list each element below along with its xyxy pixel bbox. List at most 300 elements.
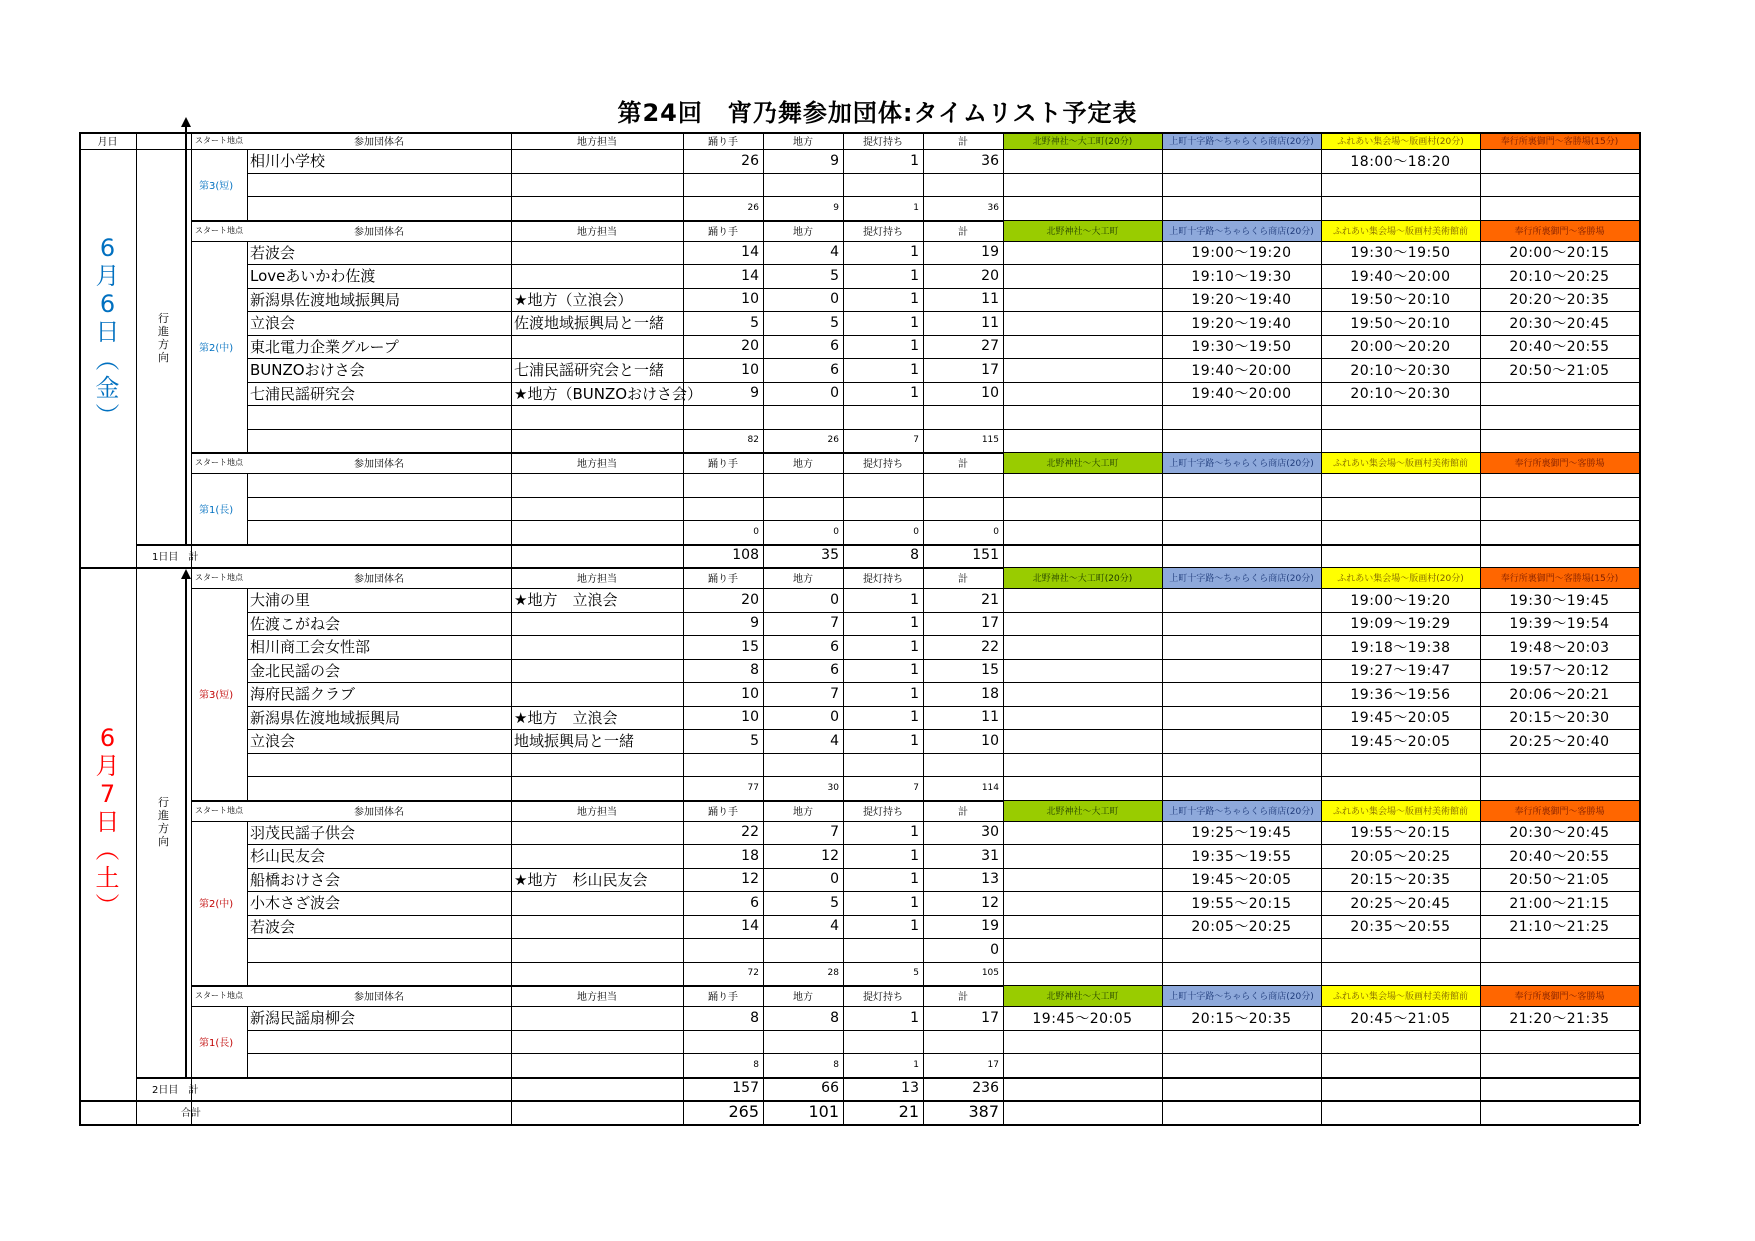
total-header: 計 (958, 806, 968, 818)
section-total-subtotal: 36 (987, 202, 999, 213)
jikata-note: ★地方 立浪会 (514, 591, 618, 610)
date-char: ︶ (95, 401, 120, 430)
route-4-time (1480, 938, 1639, 962)
day-total: 151 (972, 547, 999, 564)
jikata-note (511, 405, 683, 429)
route-2-time (1162, 149, 1321, 173)
dancers-count: 20 (741, 338, 759, 355)
route-header-2: 上町十字路～ちゃらくら商店(20分) (1162, 985, 1321, 1006)
route-4-time: 20:40～20:55 (1509, 848, 1610, 865)
grid-line (191, 452, 1639, 453)
dancers-header: 踊り手 (708, 459, 738, 470)
route-header-3: ふれあい集会場～版画村美術館前 (1321, 800, 1480, 821)
route-4-time (1480, 405, 1639, 429)
route-2-time (1162, 682, 1321, 706)
row-total: 17 (981, 615, 999, 632)
section-lantern-subtotal: 1 (913, 202, 919, 213)
dancers-header: 踊り手 (708, 226, 738, 238)
row-total: 20 (981, 267, 999, 284)
row-total: 19 (981, 244, 999, 261)
group-name: 海府民謡クラブ (250, 685, 356, 704)
route-3-time: 20:10～20:30 (1350, 386, 1451, 403)
route-1-time (1003, 241, 1162, 265)
group-name: 若波会 (250, 917, 296, 936)
route-3-time (1321, 1030, 1480, 1054)
route-2-time (1162, 497, 1321, 521)
jikata-header: 地方 (793, 459, 813, 470)
lantern-count: 1 (910, 338, 919, 355)
lantern-count: 1 (910, 894, 919, 911)
route-header-3: ふれあい集会場～版画村美術館前 (1321, 452, 1480, 473)
total-header: 計 (958, 459, 968, 470)
start-point-label: 第2(中) (199, 342, 234, 354)
dancers-count: 10 (741, 685, 759, 702)
lantern-count (843, 497, 923, 521)
route-3-time: 19:55～20:15 (1350, 825, 1451, 842)
route-3-time (1321, 753, 1480, 777)
date-char: 6 (99, 723, 116, 752)
route-header-1: 北野神社～大工町 (1003, 220, 1162, 241)
jikata-tanto-header: 地方担当 (577, 137, 617, 148)
direction-arrow (185, 577, 187, 1077)
row-total (923, 1030, 1003, 1054)
route-header-1: 北野神社～大工町(20分) (1003, 132, 1162, 149)
jikata-note (511, 264, 683, 288)
route-2-time: 19:45～20:05 (1191, 872, 1292, 889)
jikata-count: 6 (830, 361, 839, 378)
total-header: 計 (958, 574, 968, 585)
grand-lantern-total: 21 (898, 1102, 919, 1122)
group-name: 船橋おけさ会 (250, 870, 341, 889)
jikata-count: 12 (821, 847, 839, 864)
day-dancers-total: 108 (732, 547, 759, 564)
row-total: 22 (981, 638, 999, 655)
route-header-3: ふれあい集会場～版画村美術館前 (1321, 220, 1480, 241)
section-jikata-subtotal: 0 (833, 526, 839, 537)
route-header-4: 奉行所裏御門～客勝場 (1480, 985, 1639, 1006)
dancers-count: 18 (741, 847, 759, 864)
route-2-time (1162, 753, 1321, 777)
route-1-time (1003, 149, 1162, 173)
jikata-count: 9 (830, 152, 839, 169)
group-name: Loveあいかわ佐渡 (250, 267, 376, 286)
section-total-subtotal: 114 (981, 782, 999, 793)
date-char: ︵ (95, 345, 120, 374)
route-2-time (1162, 635, 1321, 659)
jikata-count: 0 (830, 291, 839, 308)
jikata-count (763, 1030, 843, 1054)
jikata-count: 7 (830, 615, 839, 632)
group-name: 若波会 (250, 243, 296, 262)
route-3-time: 19:27～19:47 (1350, 663, 1451, 680)
total-header: 計 (958, 137, 968, 148)
route-3-time (1321, 938, 1480, 962)
jikata-note (511, 844, 683, 868)
lantern-count: 1 (910, 871, 919, 888)
dancers-count: 12 (741, 871, 759, 888)
lantern-count (843, 1030, 923, 1054)
jikata-count: 0 (830, 709, 839, 726)
section-jikata-subtotal: 26 (827, 435, 839, 446)
route-1-time (1003, 358, 1162, 382)
route-4-time: 19:57～20:12 (1509, 663, 1610, 680)
start-point-label: 第1(長) (199, 504, 234, 516)
section-jikata-subtotal: 9 (833, 202, 839, 213)
route-3-time: 19:50～20:10 (1350, 315, 1451, 332)
start-point-header: スタート地点 (195, 225, 243, 235)
lantern-count: 1 (910, 847, 919, 864)
section-dancers-subtotal: 72 (747, 968, 759, 979)
direction-char: 方 (158, 337, 169, 351)
route-header-2: 上町十字路～ちゃらくら商店(20分) (1162, 132, 1321, 149)
grid-line (1321, 132, 1322, 1124)
month-day-header: 月日 (97, 137, 118, 148)
route-3-time (1321, 173, 1480, 197)
section-dancers-subtotal: 82 (747, 435, 759, 446)
group-name: BUNZOおけさ会 (250, 361, 365, 380)
grid-line (247, 473, 248, 544)
dancers-count: 22 (741, 824, 759, 841)
day-total: 236 (972, 1080, 999, 1097)
lantern-bearers-header: 提灯持ち (863, 226, 903, 238)
group-name-header: 参加団体名 (354, 226, 404, 238)
group-name: 新潟民謡扇柳会 (250, 1009, 356, 1028)
jikata-note (511, 1006, 683, 1030)
row-total (923, 405, 1003, 429)
grid-line (763, 132, 764, 1124)
grid-line (191, 985, 1639, 986)
route-3-time: 19:45～20:05 (1350, 733, 1451, 750)
section-jikata-subtotal: 8 (833, 1059, 839, 1070)
route-1-time (1003, 729, 1162, 753)
section-lantern-subtotal: 0 (913, 526, 919, 537)
row-total: 12 (981, 894, 999, 911)
section-lantern-subtotal: 1 (913, 1059, 919, 1070)
dancers-header: 踊り手 (708, 137, 738, 148)
lantern-count: 1 (910, 244, 919, 261)
row-total: 10 (981, 385, 999, 402)
group-name: 相川商工会女性部 (250, 638, 371, 657)
row-total: 17 (981, 1009, 999, 1026)
route-header-4: 奉行所裏御門～客勝場(15分) (1480, 132, 1639, 149)
jikata-note (511, 1030, 683, 1054)
section-jikata-subtotal: 28 (827, 968, 839, 979)
route-3-time: 18:00～18:20 (1350, 153, 1451, 170)
lantern-count (843, 173, 923, 197)
dancers-count: 10 (741, 709, 759, 726)
jikata-count: 0 (830, 871, 839, 888)
section-total-subtotal: 115 (981, 435, 999, 446)
jikata-note (511, 473, 683, 497)
dancers-count: 8 (750, 1009, 759, 1026)
dancers-header: 踊り手 (708, 574, 738, 585)
grid-line (923, 132, 924, 1124)
direction-arrow (185, 125, 187, 544)
lantern-count: 1 (910, 638, 919, 655)
group-name-header: 参加団体名 (354, 459, 404, 470)
row-total: 27 (981, 338, 999, 355)
jikata-count: 4 (830, 244, 839, 261)
route-3-time (1321, 405, 1480, 429)
route-4-time (1480, 173, 1639, 197)
route-1-time (1003, 915, 1162, 939)
route-4-time (1480, 382, 1639, 406)
section-lantern-subtotal: 5 (913, 968, 919, 979)
route-4-time: 20:40～20:55 (1509, 339, 1610, 356)
route-3-time: 20:05～20:25 (1350, 848, 1451, 865)
lantern-bearers-header: 提灯持ち (863, 992, 903, 1003)
start-point-header: スタート地点 (195, 136, 243, 145)
route-2-time: 19:55～20:15 (1191, 895, 1292, 912)
route-header-2: 上町十字路～ちゃらくら商店(20分) (1162, 220, 1321, 241)
start-point-label: 第2(中) (199, 899, 234, 911)
grid-line (79, 132, 1639, 134)
day-lantern-total: 13 (901, 1080, 919, 1097)
date-char: 月 (95, 261, 120, 290)
date-char: 6 (99, 233, 116, 262)
jikata-tanto-header: 地方担当 (577, 806, 617, 818)
route-2-time: 19:40～20:00 (1191, 386, 1292, 403)
route-4-time: 19:30～19:45 (1509, 592, 1610, 609)
route-2-time (1162, 405, 1321, 429)
row-total: 0 (990, 941, 999, 958)
jikata-header: 地方 (793, 992, 813, 1003)
group-name: 新潟県佐渡地域振興局 (250, 708, 401, 727)
route-1-time (1003, 405, 1162, 429)
lantern-count: 1 (910, 1009, 919, 1026)
total-header: 計 (958, 226, 968, 238)
jikata-header: 地方 (793, 226, 813, 238)
jikata-count: 4 (830, 918, 839, 935)
jikata-count: 0 (830, 591, 839, 608)
grand-jikata-total: 101 (808, 1102, 839, 1122)
dancers-header: 踊り手 (708, 992, 738, 1003)
route-4-time: 20:30～20:45 (1509, 315, 1610, 332)
grid-line (511, 132, 512, 1124)
dancers-count: 26 (741, 152, 759, 169)
lantern-bearers-header: 提灯持ち (863, 137, 903, 148)
jikata-count: 6 (830, 638, 839, 655)
route-2-time (1162, 588, 1321, 612)
day-subtotal-label: 1日目 計 (152, 551, 199, 563)
grid-line (1162, 132, 1163, 1124)
lantern-count: 1 (910, 732, 919, 749)
grand-total: 387 (968, 1102, 999, 1122)
route-2-time (1162, 173, 1321, 197)
route-1-time: 19:45～20:05 (1032, 1010, 1133, 1027)
section-total-subtotal: 17 (987, 1059, 999, 1070)
row-total (923, 173, 1003, 197)
dancers-count (683, 473, 763, 497)
grid-line (191, 132, 192, 1124)
route-2-time: 19:35～19:55 (1191, 848, 1292, 865)
grand-total-label: 合計 (181, 1108, 201, 1120)
jikata-count: 7 (830, 685, 839, 702)
row-total: 36 (981, 152, 999, 169)
jikata-count: 0 (830, 385, 839, 402)
group-name: 立浪会 (250, 314, 296, 333)
route-1-time (1003, 844, 1162, 868)
dancers-count: 20 (741, 591, 759, 608)
route-4-time: 20:50～21:05 (1509, 362, 1610, 379)
dancers-count: 9 (750, 615, 759, 632)
group-name (247, 405, 511, 429)
route-3-time: 19:18～19:38 (1350, 639, 1451, 656)
jikata-note (511, 335, 683, 359)
route-4-time: 20:00～20:15 (1509, 245, 1610, 262)
grid-line (247, 1006, 248, 1077)
route-2-time (1162, 938, 1321, 962)
route-header-1: 北野神社～大工町 (1003, 800, 1162, 821)
jikata-note (511, 938, 683, 962)
route-4-time: 21:20～21:35 (1509, 1010, 1610, 1027)
total-header: 計 (958, 992, 968, 1003)
group-name: 金北民謡の会 (250, 661, 341, 680)
page-title: 第24回 宵乃舞参加団体:タイムリスト予定表 (617, 99, 1138, 127)
day-jikata-total: 66 (821, 1080, 839, 1097)
group-name-header: 参加団体名 (354, 806, 404, 818)
route-header-1: 北野神社～大工町(20分) (1003, 567, 1162, 588)
route-1-time (1003, 938, 1162, 962)
route-header-1: 北野神社～大工町 (1003, 452, 1162, 473)
route-1-time (1003, 891, 1162, 915)
route-2-time: 19:40～20:00 (1191, 362, 1292, 379)
route-1-time (1003, 706, 1162, 730)
dancers-count (683, 938, 763, 962)
grid-line (247, 241, 248, 453)
direction-char: 方 (158, 821, 169, 835)
dancers-count: 14 (741, 267, 759, 284)
grid-line (136, 132, 137, 1124)
route-3-time: 19:36～19:56 (1350, 686, 1451, 703)
section-lantern-subtotal: 7 (913, 782, 919, 793)
lantern-count: 1 (910, 267, 919, 284)
jikata-note (511, 753, 683, 777)
route-2-time: 19:20～19:40 (1191, 315, 1292, 332)
lantern-count: 1 (910, 361, 919, 378)
route-4-time: 20:10～20:25 (1509, 268, 1610, 285)
jikata-note (511, 173, 683, 197)
jikata-note (511, 915, 683, 939)
start-point-label: 第1(長) (199, 1037, 234, 1049)
day-date-label (79, 724, 136, 920)
route-4-time: 20:50～21:05 (1509, 872, 1610, 889)
jikata-count (763, 473, 843, 497)
arrowhead-icon (181, 117, 191, 127)
route-header-4: 奉行所裏御門～客勝場 (1480, 220, 1639, 241)
dancers-count (683, 753, 763, 777)
grid-line (1003, 132, 1004, 1124)
group-name: 大浦の里 (250, 591, 311, 610)
start-point-header: スタート地点 (195, 991, 243, 1000)
jikata-note: ★地方 立浪会 (514, 708, 618, 727)
lantern-count (843, 405, 923, 429)
jikata-note: 七浦民謡研究会と一緒 (514, 361, 665, 380)
route-3-time: 19:30～19:50 (1350, 245, 1451, 262)
route-4-time: 20:30～20:45 (1509, 825, 1610, 842)
route-2-time: 19:00～19:20 (1191, 245, 1292, 262)
dancers-count (683, 405, 763, 429)
direction-char: 向 (158, 834, 169, 848)
section-dancers-subtotal: 0 (753, 526, 759, 537)
route-header-4: 奉行所裏御門～客勝場(15分) (1480, 567, 1639, 588)
route-1-time (1003, 612, 1162, 636)
route-1-time (1003, 497, 1162, 521)
jikata-note (511, 891, 683, 915)
route-3-time (1321, 473, 1480, 497)
jikata-count (763, 938, 843, 962)
dancers-count: 14 (741, 244, 759, 261)
date-char: 6 (99, 289, 116, 318)
jikata-note: ★地方（立浪会） (514, 290, 633, 309)
grid-line (683, 132, 684, 1124)
route-2-time (1162, 612, 1321, 636)
dancers-header: 踊り手 (708, 806, 738, 818)
row-total (923, 497, 1003, 521)
jikata-note (511, 497, 683, 521)
route-1-time (1003, 753, 1162, 777)
jikata-header: 地方 (793, 137, 813, 148)
lantern-count: 1 (910, 615, 919, 632)
section-jikata-subtotal: 30 (827, 782, 839, 793)
jikata-tanto-header: 地方担当 (577, 574, 617, 585)
route-2-time (1162, 1030, 1321, 1054)
grand-dancers-total: 265 (728, 1102, 759, 1122)
grid-line (136, 1077, 1639, 1079)
arrowhead-icon (181, 569, 191, 579)
grid-line (247, 821, 248, 986)
date-char: 月 (95, 751, 120, 780)
route-3-time: 20:10～20:30 (1350, 362, 1451, 379)
route-header-3: ふれあい集会場～版画村美術館前 (1321, 985, 1480, 1006)
dancers-count: 6 (750, 894, 759, 911)
jikata-note (511, 612, 683, 636)
jikata-header: 地方 (793, 574, 813, 585)
lantern-count: 1 (910, 685, 919, 702)
lantern-count: 1 (910, 918, 919, 935)
row-total: 10 (981, 732, 999, 749)
route-4-time (1480, 1030, 1639, 1054)
group-name-header: 参加団体名 (354, 137, 404, 148)
jikata-note (511, 821, 683, 845)
day-lantern-total: 8 (910, 547, 919, 564)
jikata-note (511, 241, 683, 265)
route-3-time: 20:15～20:35 (1350, 872, 1451, 889)
row-total: 31 (981, 847, 999, 864)
grid-line (79, 132, 81, 1124)
direction-char: 行 (158, 795, 169, 809)
route-4-time: 19:39～19:54 (1509, 616, 1610, 633)
route-4-time (1480, 497, 1639, 521)
route-4-time (1480, 473, 1639, 497)
lantern-count: 1 (910, 662, 919, 679)
lantern-count (843, 753, 923, 777)
row-total: 21 (981, 591, 999, 608)
dancers-count: 15 (741, 638, 759, 655)
route-header-1: 北野神社～大工町 (1003, 985, 1162, 1006)
direction-label (136, 796, 191, 848)
time-list-table (79, 132, 1647, 1122)
route-4-time: 19:48～20:03 (1509, 639, 1610, 656)
jikata-note: ★地方（BUNZOおけさ会） (514, 384, 703, 403)
dancers-count: 10 (741, 291, 759, 308)
group-name-header: 参加団体名 (354, 992, 404, 1003)
route-4-time (1480, 149, 1639, 173)
route-4-time: 20:25～20:40 (1509, 733, 1610, 750)
direction-char: 向 (158, 350, 169, 364)
grid-line (79, 149, 191, 150)
row-total: 11 (981, 291, 999, 308)
